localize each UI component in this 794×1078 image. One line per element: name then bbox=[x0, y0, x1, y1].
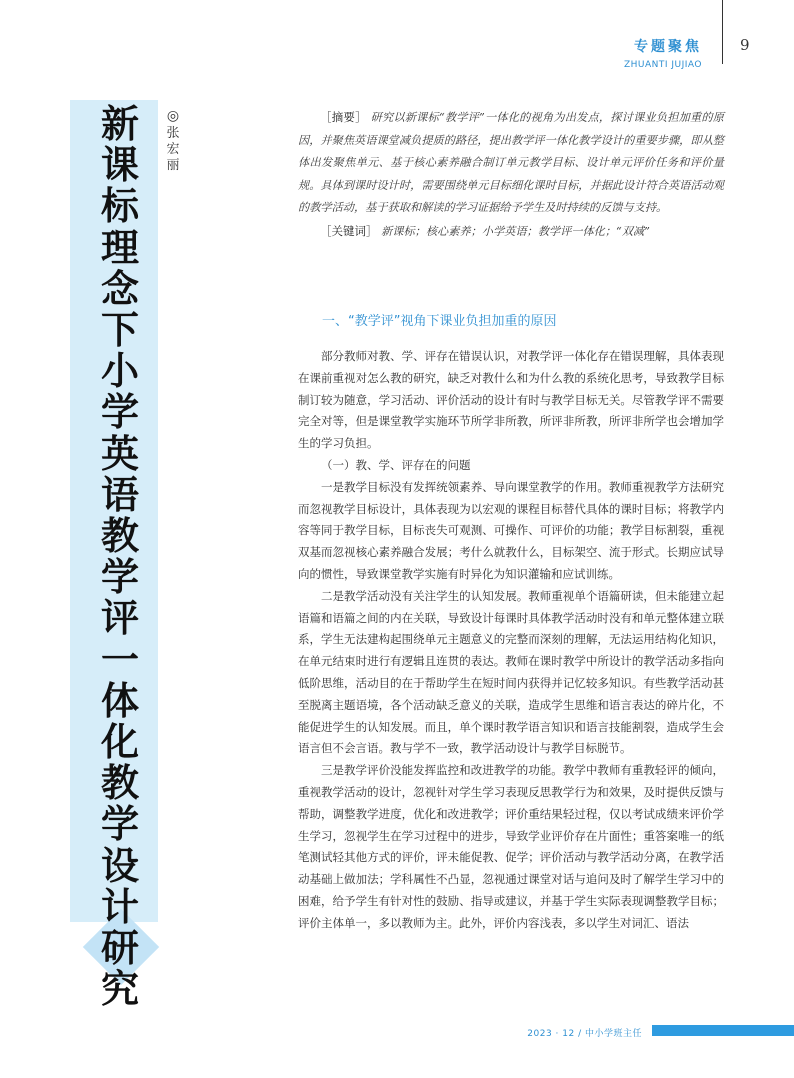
body-paragraph: 三是教学评价没能发挥监控和改进教学的功能。教学中教师有重教轻评的倾向，重视教学活动的设计，忽视针对学生学习表现反思教学行为和效果，及时提供反馈与帮助，调整教学进度，优化和改进教学；评价重结果轻过程，仅以考试成绩来评价学生学习，忽视学生在学习过程中的进步，导致学业评价存在片面性；重答案唯一的纸笔测试轻其他方式的评价，评未能促教、促学；评价活动与教学活动分离，在教学活动基础上做加法；学科属性不凸显，忽视通过课堂对话与追问及时了解学生学习中的困难，给予学生有针对性的鼓励、指导或建议，并基于学生实际表现调整教学目标；评价主体单一，多以教师为主。此外，评价内容浅表，多以学生对词汇、语法 bbox=[298, 763, 724, 930]
footer-journal-info: 2023 · 12 / 中小学班主任 bbox=[527, 1029, 642, 1039]
article-title: 新课标理念下小学英语教学评一体化教学设计研究 bbox=[100, 102, 139, 1012]
body-paragraph: 一是教学目标没有发挥统领素养、导向课堂教学的作用。教师重视教学方法研究而忽视教学目标设计，具体表现为以宏观的课程目标替代具体的课时目标；将教学内容等同于教学目标，目标丧失可观测、可操作、可评价的功能；教学目标割裂，重视双基而忽视核心素养融合发展；考什么就教什么，目标架空、流于形式。长期应试导向的惯性，导致课堂教学实施有时异化为知识灌输和应试训练。 bbox=[298, 479, 724, 581]
abstract-label: ［摘要］ bbox=[320, 110, 367, 124]
author-name: 张宏丽 bbox=[166, 126, 180, 173]
keywords-label: ［关键词］ bbox=[320, 223, 378, 238]
keywords-text: 新课标；核心素养；小学英语；教学评一体化；“双减” bbox=[381, 224, 650, 238]
section-name: 专题聚焦 bbox=[634, 39, 702, 55]
running-header bbox=[624, 36, 702, 70]
keywords-paragraph bbox=[298, 220, 724, 244]
body-paragraph: 二是教学活动没有关注学生的认知发展。教师重视单个语篇研读，但未能建立起语篇和语篇之间的内在关联，导致设计每课时具体教学活动时没有和单元整体建立联系，学生无法建构起围绕单元主题意义的完整而深刻的理解，无法运用结构化知识，在单元结束时进行有逻辑且连贯的表达。教师在课时教学中所设计的教学活动多指向低阶思维，活动目的在于帮助学生在短时间内获得并记忆较多知识。有些教学活动甚至脱离主题语境，各个活动缺乏意义的关联，造成学生思维和语言表达的碎片化，不能促进学生的认知发展。而且，单个课时教学语言知识和语言技能割裂，造成学生会语言但不会言语。教与学不一致，教学活动设计与教学目标脱节。 bbox=[298, 588, 724, 756]
footer-accent-bar bbox=[652, 1025, 794, 1036]
abstract-paragraph bbox=[298, 106, 724, 220]
subsection-heading: （一）教、学、评存在的问题 bbox=[321, 457, 471, 472]
body-paragraph: 部分教师对教、学、评存在错误认识，对教学评一体化存在错误理解，具体表现在课前重视对怎么教的研究，缺乏对教什么和为什么教的系统化思考，导致教学目标制订较为随意，学习活动、评价活动的设计有时与教学目标无关。尽管教学评不需要完全对等，但是课堂教学实施环节所学非所教，所评非所教，所评非所学也会增加学生的学习负担。 bbox=[298, 349, 724, 451]
page-number: 9 bbox=[740, 36, 750, 54]
section-heading: 一、“教学评”视角下课业负担加重的原因 bbox=[322, 314, 557, 329]
abstract-text: 研究以新课标“教学评”一体化的视角为出发点，探讨课业负担加重的原因，并聚焦英语课堂减负提质的路径，提出教学评一体化教学设计的重要步骤，即从整体出发聚焦单元、基于核心素养融合制订单元教学目标、设计单元评价任务和评价量规。具体到课时设计时，需要围绕单元目标细化课时目标，并据此设计符合英语活动观的教学活动，基于获取和解读的学习证据给予学生及时持续的反馈与支持。 bbox=[298, 111, 724, 214]
section-pinyin: ZHUANTI JUJIAO bbox=[623, 60, 702, 70]
author-block bbox=[164, 108, 182, 174]
header-divider bbox=[722, 0, 723, 64]
author-mark: ◎ bbox=[166, 108, 180, 124]
article-body bbox=[298, 312, 724, 935]
abstract-block bbox=[298, 106, 724, 243]
